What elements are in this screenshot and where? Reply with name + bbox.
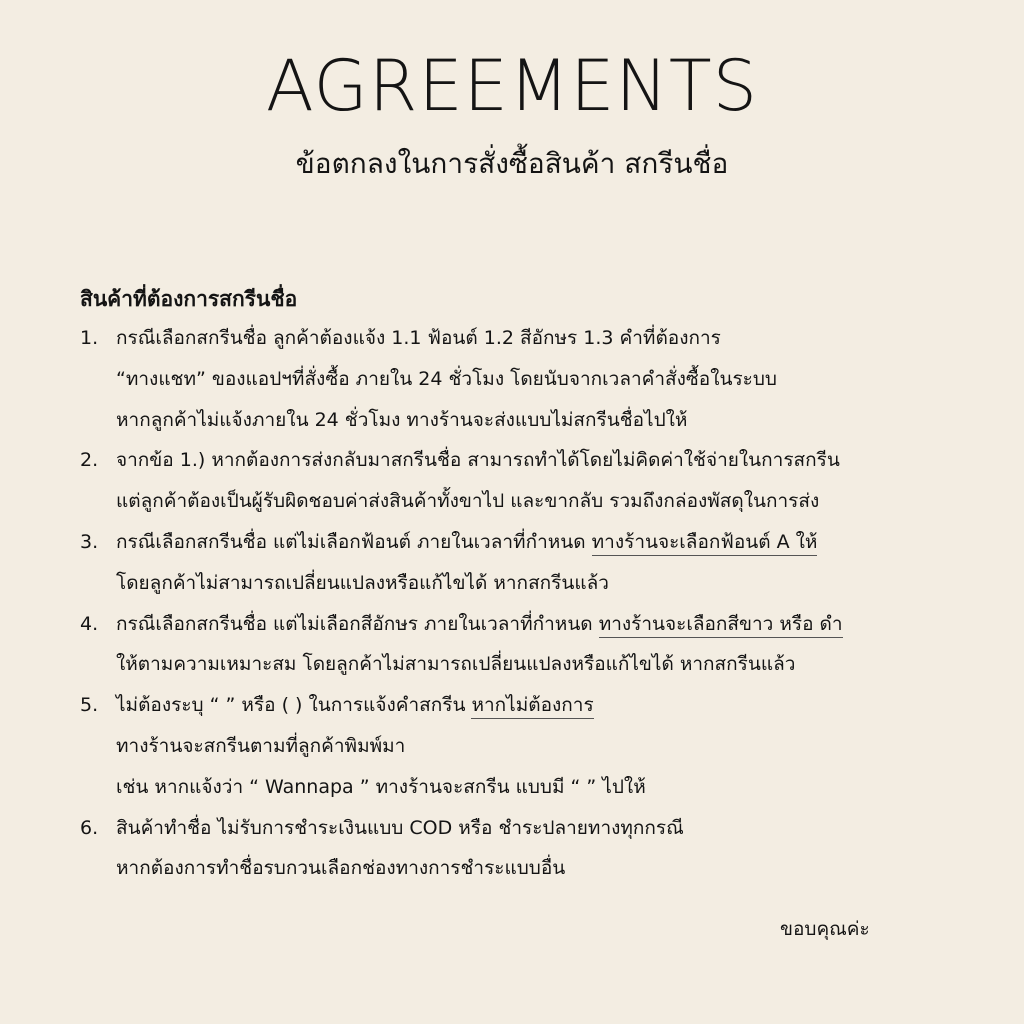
item-text: “ทางแชท” ของแอปฯที่สั่งซื้อ ภายใน 24 ชั่วโมง โดยนับจากเวลาคำสั่งซื้อในระบบ — [116, 367, 777, 390]
section-heading: สินค้าที่ต้องการสกรีนชื่อ — [80, 287, 298, 311]
item-underlined-text: ทางร้านจะเลือกฟ้อนต์ A ให้ — [592, 531, 818, 556]
item-number: 3. — [80, 530, 99, 553]
item-line — [116, 808, 960, 849]
agreement-item — [80, 440, 960, 522]
item-number: 1. — [80, 327, 99, 349]
thanks-text: ขอบคุณค่ะ — [780, 918, 870, 940]
item-line — [116, 685, 960, 726]
item-text: หากลูกค้าไม่แจ้งภายใน 24 ชั่วโมง ทางร้านจะส่งแบบไม่สกรีนชื่อไปให้ — [116, 408, 688, 431]
item-lines — [116, 318, 960, 440]
item-text: เช่น หากแจ้งว่า “ Wannapa ” ทางร้านจะสกรีน แบบมี “ ” ไปให้ — [116, 775, 646, 798]
item-number: 4. — [80, 612, 99, 635]
agreement-list — [80, 318, 960, 889]
item-lines — [116, 685, 960, 807]
item-line — [116, 726, 960, 767]
item-text: ไม่ต้องระบุ “ ” หรือ ( ) ในการแจ้งคำสกรีน — [116, 694, 472, 717]
item-text: โดยลูกค้าไม่สามารถเปลี่ยนแปลงหรือแก้ไขได้ หากสกรีนแล้ว — [116, 571, 609, 594]
item-lines — [116, 808, 960, 890]
item-text: สินค้าทำชื่อ ไม่รับการชำระเงินแบบ COD หรือ ชำระปลายทางทุกกรณี — [116, 816, 684, 839]
page-subtitle: ข้อตกลงในการสั่งซื้อสินค้า สกรีนชื่อ — [295, 147, 729, 180]
item-lines — [116, 522, 960, 604]
agreement-item — [80, 522, 960, 604]
item-text: ให้ตามความเหมาะสม โดยลูกค้าไม่สามารถเปลี่ยนแปลงหรือแก้ไขได้ หากสกรีนแล้ว — [116, 653, 796, 676]
agreement-content — [80, 282, 960, 889]
agreement-item — [80, 808, 960, 890]
item-number: 5. — [80, 694, 99, 717]
item-line — [116, 848, 960, 889]
item-number: 6. — [80, 816, 99, 839]
item-text: ทางร้านจะสกรีนตามที่ลูกค้าพิมพ์มา — [116, 734, 406, 757]
item-line — [116, 644, 960, 685]
item-line — [116, 563, 960, 604]
item-text: จากข้อ 1.) หากต้องการส่งกลับมาสกรีนชื่อ สามารถทำได้โดยไม่คิดค่าใช้จ่ายในการสกรีน — [116, 449, 840, 472]
item-line — [116, 359, 960, 400]
page-title: AGREEMENTS — [265, 45, 759, 127]
item-line — [116, 481, 960, 522]
item-text: หากต้องการทำชื่อรบกวนเลือกช่องทางการชำระแบบอื่น — [116, 857, 566, 880]
item-text: กรณีเลือกสกรีนชื่อ แต่ไม่เลือกสีอักษร ภายในเวลาที่กำหนด — [116, 612, 599, 635]
item-line — [116, 400, 960, 441]
agreement-item — [80, 318, 960, 440]
item-text: กรณีเลือกสกรีนชื่อ แต่ไม่เลือกฟ้อนต์ ภายในเวลาที่กำหนด — [116, 530, 592, 553]
item-lines — [116, 440, 960, 522]
item-lines — [116, 604, 960, 686]
item-text: กรณีเลือกสกรีนชื่อ ลูกค้าต้องแจ้ง 1.1 ฟ้อนต์ 1.2 สีอักษร 1.3 คำที่ต้องการ — [116, 327, 721, 349]
item-line — [116, 318, 960, 359]
item-underlined-text: หากไม่ต้องการ — [471, 694, 593, 719]
agreement-item — [80, 685, 960, 807]
item-number: 2. — [80, 449, 99, 472]
item-line — [116, 767, 960, 808]
item-text: แต่ลูกค้าต้องเป็นผู้รับผิดชอบค่าส่งสินค้าทั้งขาไป และขากลับ รวมถึงกล่องพัสดุในการส่ง — [116, 490, 820, 513]
item-line — [116, 522, 960, 563]
item-line — [116, 440, 960, 481]
item-underlined-text: ทางร้านจะเลือกสีขาว หรือ ดำ — [599, 613, 843, 638]
agreement-item — [80, 604, 960, 686]
item-line — [116, 604, 960, 645]
